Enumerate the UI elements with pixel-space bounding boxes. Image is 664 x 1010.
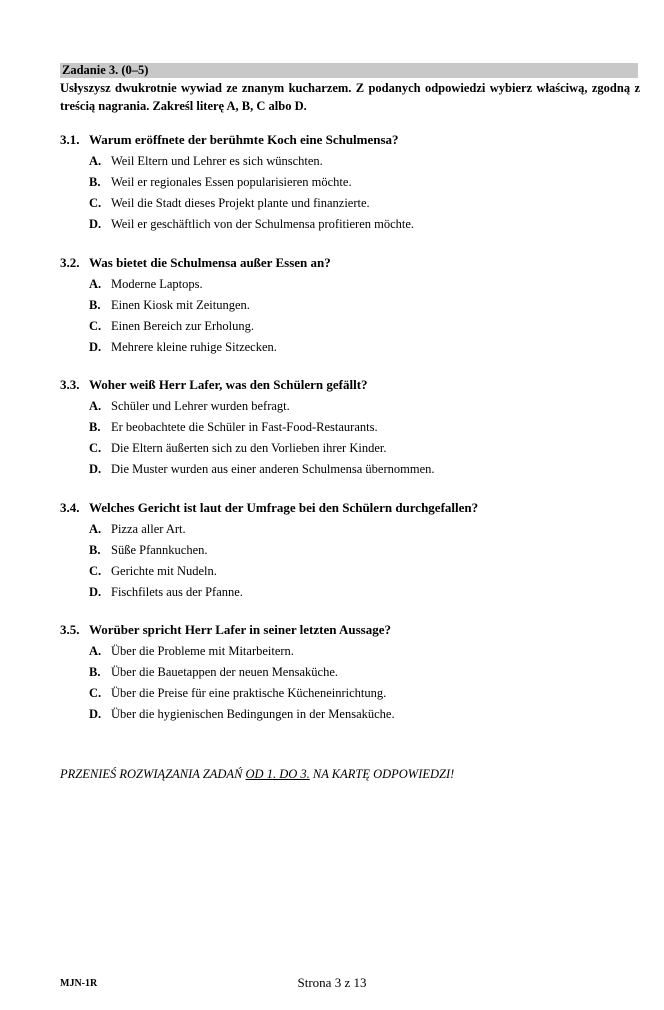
option-d[interactable] (89, 582, 640, 603)
option-list (89, 641, 640, 725)
option-list (89, 396, 640, 480)
transfer-instruction (60, 765, 640, 783)
option-letter: D. (89, 462, 102, 476)
option-d[interactable] (89, 337, 640, 358)
option-text: Weil die Stadt dieses Projekt plante und finanzierte. (111, 196, 370, 210)
question-text: Welches Gericht ist laut der Umfrage bei den Schülern durchgefallen? (89, 500, 479, 515)
option-letter: B. (89, 298, 101, 312)
option-a[interactable] (89, 274, 640, 295)
option-d[interactable] (89, 459, 640, 480)
option-a[interactable] (89, 396, 640, 417)
question-3-5 (60, 621, 640, 725)
transfer-text-after: NA KARTĘ ODPOWIEDZI! (309, 767, 455, 781)
transfer-text-range: OD 1. DO 3. (245, 767, 310, 781)
option-letter: D. (89, 585, 102, 599)
option-text: Weil Eltern und Lehrer es sich wünschten. (111, 154, 323, 168)
option-text: Über die Preise für eine praktische Kücheneinrichtung. (111, 686, 387, 700)
option-text: Mehrere kleine ruhige Sitzecken. (111, 340, 277, 354)
option-text: Über die hygienischen Bedingungen in der Mensaküche. (111, 707, 395, 721)
option-b[interactable] (89, 540, 640, 561)
option-letter: A. (89, 154, 102, 168)
option-letter: C. (89, 196, 102, 210)
transfer-text-before: PRZENIEŚ ROZWIĄZANIA ZADAŃ (60, 767, 246, 781)
option-b[interactable] (89, 417, 640, 438)
option-c[interactable] (89, 316, 640, 337)
option-c[interactable] (89, 561, 640, 582)
option-text: Gerichte mit Nudeln. (111, 564, 217, 578)
option-letter: A. (89, 522, 102, 536)
question-3-2 (60, 254, 640, 358)
exam-code: MJN-1R (60, 978, 98, 989)
task-header: Zadanie 3. (0–5) (60, 63, 638, 78)
question-text: Woher weiß Herr Lafer, was den Schülern gefällt? (89, 377, 368, 392)
option-b[interactable] (89, 172, 640, 193)
option-a[interactable] (89, 641, 640, 662)
option-d[interactable] (89, 214, 640, 235)
option-a[interactable] (89, 151, 640, 172)
question-3-3 (60, 376, 640, 480)
option-d[interactable] (89, 704, 640, 725)
option-text: Moderne Laptops. (111, 277, 203, 291)
option-text: Schüler und Lehrer wurden befragt. (111, 399, 290, 413)
option-letter: A. (89, 644, 102, 658)
option-letter: A. (89, 399, 102, 413)
option-text: Pizza aller Art. (111, 522, 186, 536)
task-instructions: Usłyszysz dwukrotnie wywiad ze znanym kucharzem. Z podanych odpowiedzi wybierz właściwą, zgodną z treścią nagrania. Zakreśl literę A, B, C albo D. (60, 81, 640, 113)
question-3-4 (60, 499, 640, 603)
option-letter: D. (89, 340, 102, 354)
question-number: 3.4. (60, 500, 80, 515)
option-text: Die Muster wurden aus einer anderen Schulmensa übernommen. (111, 462, 435, 476)
option-text: Die Eltern äußerten sich zu den Vorlieben ihrer Kinder. (111, 441, 387, 455)
question-3-1 (60, 131, 640, 235)
option-letter: D. (89, 217, 102, 231)
option-text: Er beobachtete die Schüler in Fast-Food-Restaurants. (111, 420, 378, 434)
option-letter: C. (89, 686, 102, 700)
option-letter: B. (89, 665, 101, 679)
option-letter: B. (89, 543, 101, 557)
question-text: Worüber spricht Herr Lafer in seiner letzten Aussage? (89, 622, 391, 637)
option-c[interactable] (89, 438, 640, 459)
option-text: Weil er geschäftlich von der Schulmensa profitieren möchte. (111, 217, 415, 231)
question-number: 3.3. (60, 377, 80, 392)
option-text: Über die Probleme mit Mitarbeitern. (111, 644, 294, 658)
option-text: Einen Kiosk mit Zeitungen. (111, 298, 250, 312)
option-letter: A. (89, 277, 102, 291)
option-text: Weil er regionales Essen popularisieren möchte. (111, 175, 352, 189)
option-c[interactable] (89, 683, 640, 704)
option-letter: B. (89, 420, 101, 434)
option-text: Süße Pfannkuchen. (111, 543, 208, 557)
option-a[interactable] (89, 519, 640, 540)
question-number: 3.5. (60, 622, 80, 637)
option-text: Einen Bereich zur Erholung. (111, 319, 255, 333)
option-list (89, 519, 640, 603)
question-text: Warum eröffnete der berühmte Koch eine Schulmensa? (89, 132, 399, 147)
page-number: Strona 3 z 13 (297, 975, 367, 990)
option-letter: B. (89, 175, 101, 189)
option-text: Über die Bauetappen der neuen Mensaküche. (111, 665, 338, 679)
option-letter: C. (89, 564, 102, 578)
question-text: Was bietet die Schulmensa außer Essen an? (89, 255, 331, 270)
option-letter: C. (89, 319, 102, 333)
option-list (89, 151, 640, 235)
question-number: 3.2. (60, 255, 80, 270)
option-b[interactable] (89, 295, 640, 316)
option-c[interactable] (89, 193, 640, 214)
option-b[interactable] (89, 662, 640, 683)
option-text: Fischfilets aus der Pfanne. (111, 585, 243, 599)
option-list (89, 274, 640, 358)
option-letter: D. (89, 707, 102, 721)
question-number: 3.1. (60, 132, 80, 147)
option-letter: C. (89, 441, 102, 455)
